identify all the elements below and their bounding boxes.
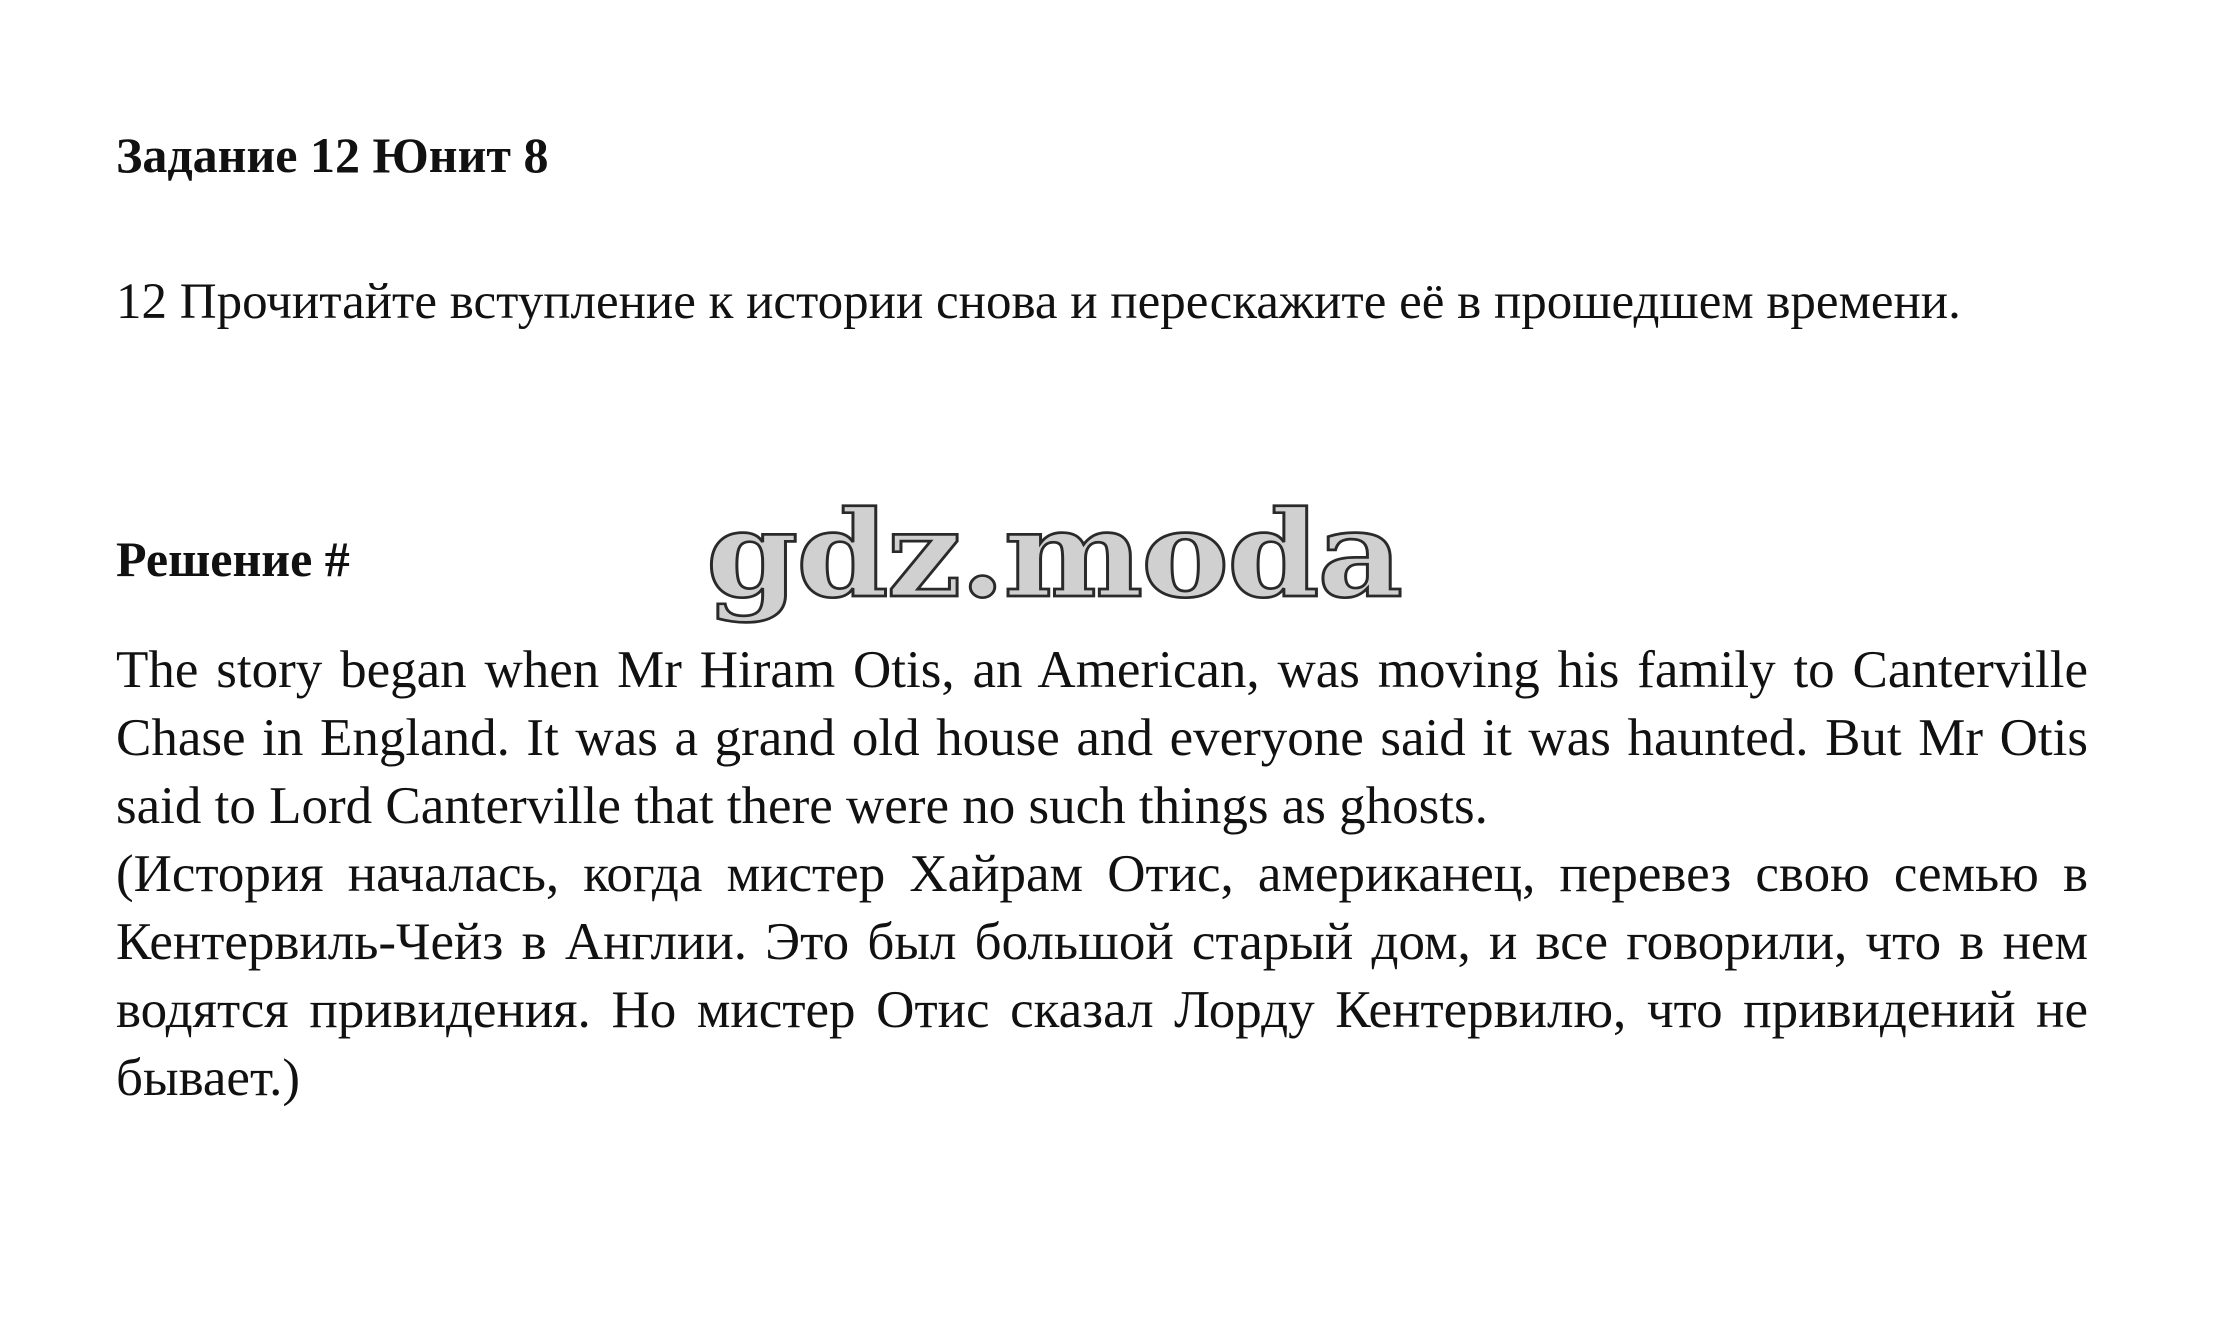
answer-english-paragraph: The story began when Mr Hiram Otis, an American, was moving his family to Canterville Chase in England. It was a grand old house and everyone said it was haunted. But Mr Otis said to Lord Canterville that there were no such things as ghosts. bbox=[116, 641, 2088, 835]
task-text: 12 Прочитайте вступление к истории снова и перескажите её в прошедшем времени. bbox=[116, 274, 1961, 330]
watermark-logo: gdz.moda bbox=[706, 485, 1402, 625]
answer-russian-paragraph: (История началась, когда мистер Хайрам Отис, американец, перевез свою семью в Кентервиль-Чейз в Англии. Это был большой старый дом, и все говорили, что в нем водятся привидения. Но мистер Отис сказал Лорду Кентервилю, что привидений не бывает.) bbox=[116, 845, 2088, 1107]
page-title: Задание 12 Юнит 8 bbox=[116, 127, 549, 183]
solution-heading: Решение # bbox=[116, 531, 350, 587]
answer-block bbox=[116, 636, 2088, 1112]
